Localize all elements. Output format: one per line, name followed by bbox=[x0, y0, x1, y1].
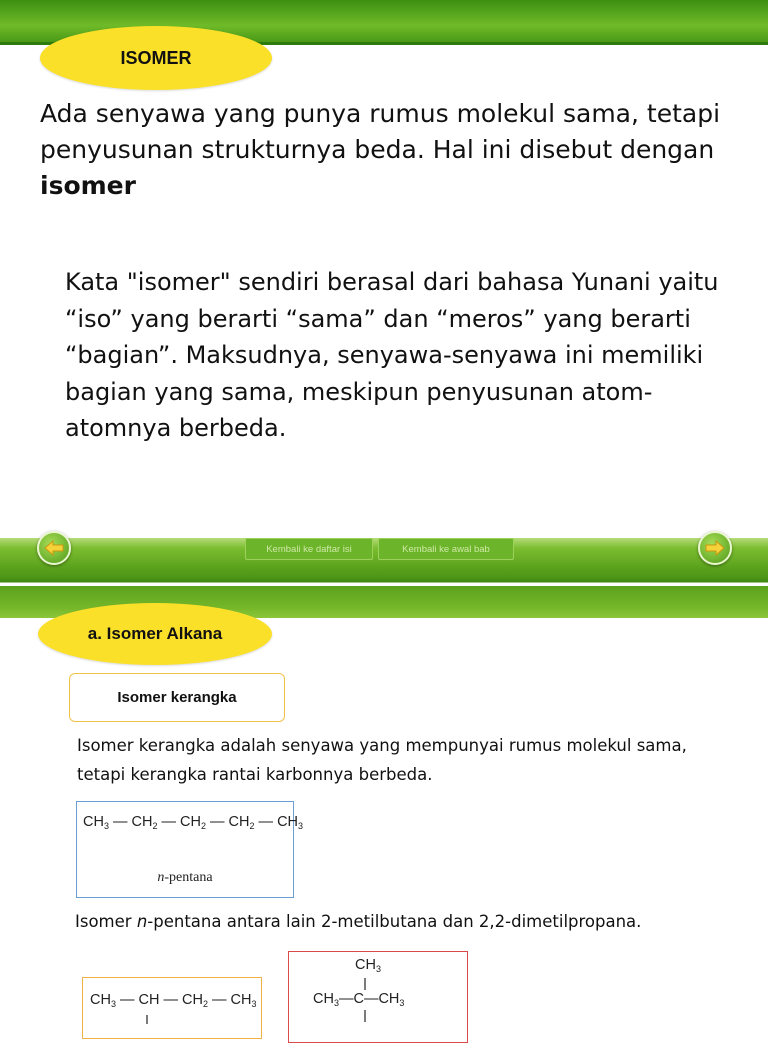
n-pentana-structure bbox=[76, 801, 304, 898]
prev-button[interactable] bbox=[37, 531, 71, 565]
definition-paragraph: Isomer kerangka adalah senyawa yang mempunyai rumus molekul sama, tetapi kerangka rantai karbonnya berbeda. bbox=[77, 736, 687, 784]
toc-link-button[interactable]: Kembali ke daftar isi bbox=[245, 538, 373, 560]
n-pentana-caption: n-pentana bbox=[157, 870, 213, 885]
intro-paragraph bbox=[40, 96, 740, 204]
etymology-paragraph: Kata "isomer" sendiri berasal dari bahasa Yunani yaitu “iso” yang berarti “sama” dan “meros” yang berarti “bagian”. Maksudnya, senyawa-senyawa ini memiliki bagian yang sama, meskipun penyusunan atom-atomnya berbeda. bbox=[65, 268, 719, 442]
intro-term: isomer bbox=[40, 171, 136, 200]
chapter-start-button[interactable]: Kembali ke awal bab bbox=[378, 538, 514, 560]
section-badge: a. Isomer Alkana bbox=[38, 603, 272, 665]
arrow-left-icon bbox=[44, 540, 64, 556]
isomers-paragraph: Isomer n-pentana antara lain 2-metilbutana dan 2,2-dimetilpropana. bbox=[75, 912, 642, 931]
top-methyl: $CH_3$ bbox=[355, 957, 381, 974]
2-2-dimetilpropana-formula: $CH_3—C—CH_3$ bbox=[313, 991, 405, 1008]
subtitle-box: Isomer kerangka bbox=[69, 673, 285, 722]
n-pentana-formula: $CH_3$ — $CH_2$ — $CH_2$ — $CH_2$ — $CH_3$ bbox=[83, 814, 304, 831]
2-2-dimetilpropana-structure bbox=[288, 951, 468, 1043]
intro-text: Ada senyawa yang punya rumus molekul sama, tetapi penyusunan strukturnya beda. Hal ini disebut dengan bbox=[40, 99, 721, 164]
arrow-right-icon bbox=[705, 540, 725, 556]
title-badge: ISOMER bbox=[40, 26, 272, 90]
2-2-dimetilpropana-bonds bbox=[289, 952, 467, 1042]
2-metilbutana-structure bbox=[82, 977, 262, 1039]
2-metilbutana-formula: $CH_3$ — CH — $CH_2$ — $CH_3$ bbox=[90, 992, 257, 1009]
2-metilbutana-bond bbox=[83, 978, 261, 1038]
next-button[interactable] bbox=[698, 531, 732, 565]
